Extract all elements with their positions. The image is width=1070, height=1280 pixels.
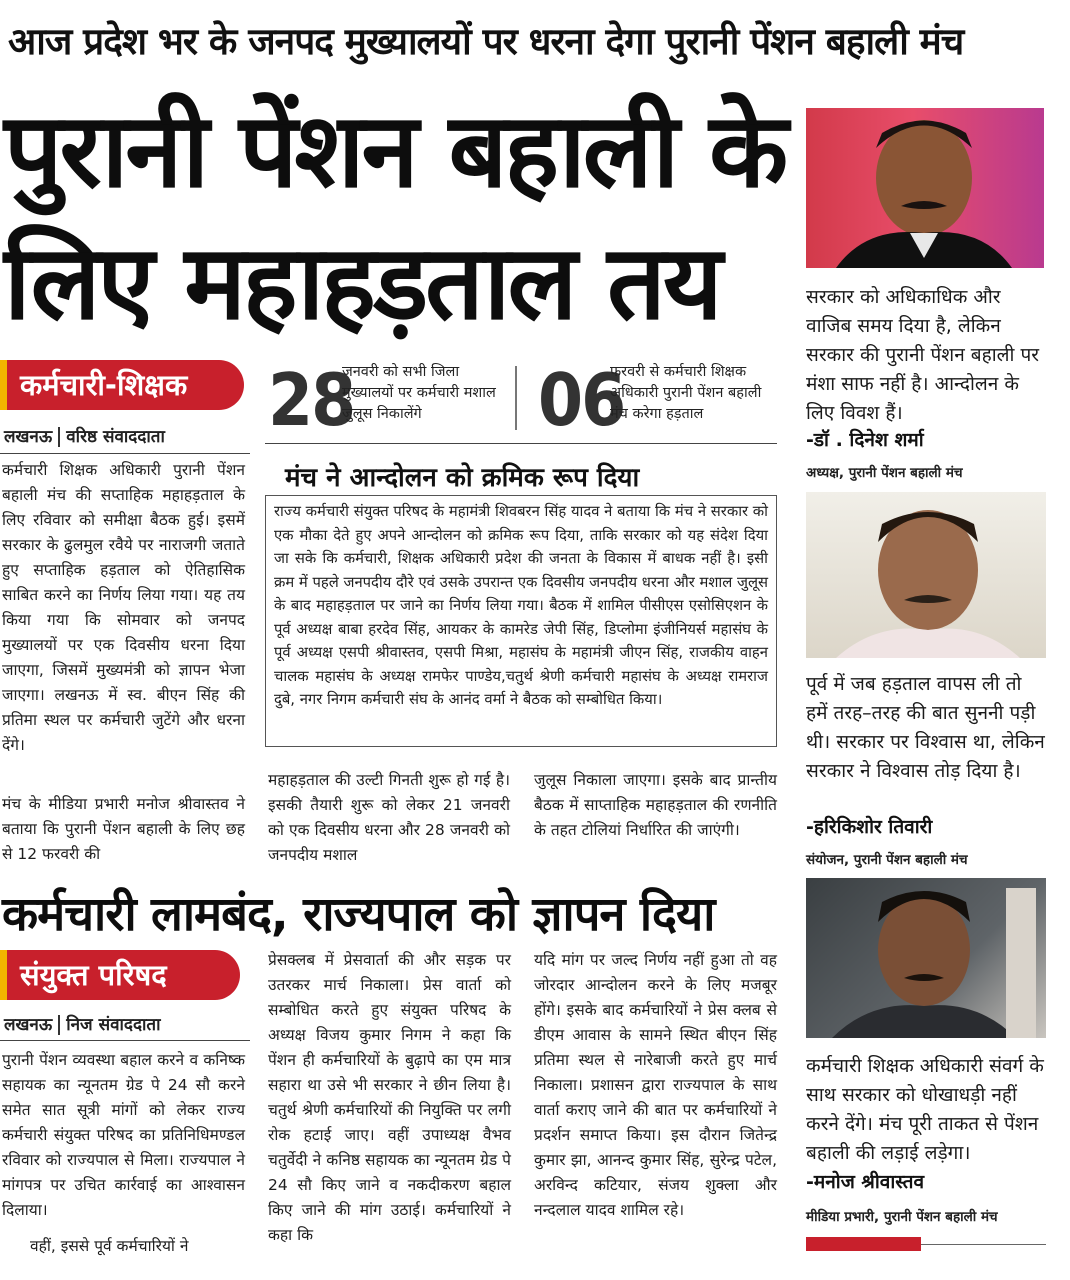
portrait-figure-3 (806, 878, 1046, 1038)
subheadline: मंच ने आन्दोलन को क्रमिक रूप दिया (285, 463, 640, 493)
section-tag-employee-teacher: कर्मचारी-शिक्षक (0, 360, 244, 410)
stat-number-28: 28 (268, 358, 355, 442)
portrait-photo-manoj-srivastava (806, 878, 1046, 1038)
article2-col1: पुरानी पेंशन व्यवस्था बहाल करने व कनिष्क सहायक का न्यूनतम ग्रेड पे 24 सौ करने समेत सात सूत्री मांगों को लेकर राज्य कर्मचारी संयुक्त परिषद का प्रतिनिधिमण्डल रविवार को राज्यपाल से मिला। राज्यपाल ने मांगपत्र पर उचित कार्रवाई का आश्वासन दिलाया। (2, 1051, 245, 1219)
highlight-box-text: राज्य कर्मचारी संयुक्त परिषद के महामंत्री शिवबरन सिंह यादव ने बताया कि मंच ने सरकार को एक मौका देते हुए अपने आन्दोलन को क्रमिक रूप दिया, ताकि सरकार को यह संदेश दिया जा सके कि कर्मचारी, शिक्षक अधिकारी प्रदेश की जनता के विकास में बाधक नहीं है। इसी क्रम में पहले जनपदीय दौरे एवं उसके उपरान्त एक दिवसीय जनपदीय धरना और मशाल जुलूस के बाद महाहड़ताल पर जाने का निर्णय लिया गया। बैठक में शामिल पीसीएस एसोसिएशन के पूर्व अध्यक्ष बाबा हरदेव सिंह, आयकर के कामरेड जेपी सिंह, डिप्लोमा इंजीनियर्स महासंघ के पूर्व अध्यक्ष एसपी श्रीवास्तव, एसपी मिश्रा, महासंघ के महामंत्री जीएन सिंह, राजकीय वाहन चालक महासंघ के अध्यक्ष रामफेर पाण्डेय,चतुर्थ श्रेणी कर्मचारी महासंघ के अध्यक्ष रामराज दुबे, नगर निगम कर्मचारी संघ के आनंद वर्मा ने बैठक को सम्बोधित किया। (274, 503, 769, 708)
byline (4, 424, 165, 447)
quote-text-1: सरकार को अधिकाधिक और वाजिब समय दिया है, लेकिन सरकार की पुरानी पेंशन बहाली पर मंशा साफ नहीं है। आन्दोलन के लिए विवश हैं। (806, 286, 1040, 424)
kicker-headline: आज प्रदेश भर के जनपद मुख्यालयों पर धरना देगा पुरानी पेंशन बहाली मंच (8, 20, 964, 63)
article2-col2: प्रेसक्लब में प्रेसवार्ता की और सड़क पर उतरकर मार्च निकाला। प्रेस वार्ता को सम्बोधित करते हुए संयुक्त परिषद के अध्यक्ष विजय कुमार निगम ने कहा कि पेंशन ही कर्मचारियों के बुढ़ापे का एम मात्र सहारा था उसे भी सरकार ने छीन लिया है। चतुर्थ श्रेणी कर्मचारियों की नियुक्ति पर लगी रोक हटाई जाए। वहीं उपाध्यक्ष वैभव चतुर्वेदी ने कनिष्ठ सहायक का न्यूनतम ग्रेड पे 24 सौ किए जाने व नकदीकरण बहाल किए जाने की मांग उठाई। कर्मचारियों ने कहा कि (268, 951, 511, 1244)
quote-role-3: मीडिया प्रभारी, पुरानी पेंशन बहाली मंच (806, 1209, 998, 1225)
stat-divider (515, 366, 517, 430)
quote-name-3: -मनोज श्रीवास्तव (806, 1171, 925, 1193)
byline-author-2: निज संवाददाता (66, 1015, 161, 1035)
byline-2 (4, 1012, 161, 1035)
article-left-column-cont: मंच के मीडिया प्रभारी मनोज श्रीवास्तव ने बताया कि पुरानी पेंशन बहाली के लिए छह से 12 फरवरी की (2, 795, 245, 863)
column-rule (0, 453, 250, 454)
portrait-photo-dinesh-sharma (806, 108, 1044, 268)
stat-number-06: 06 (538, 358, 625, 442)
quote-name-2: -हरिकिशोर तिवारी (806, 816, 933, 838)
accent-bar (806, 1237, 921, 1251)
article-mid-column: महाहड़ताल की उल्टी गिनती शुरू हो गई है। इसकी तैयारी शुरू को लेकर 21 जनवरी को एक दिवसीय धरना और 28 जनवरी को जनपदीय मशाल (268, 771, 510, 864)
quote-name-1: -डॉ . दिनेश शर्मा (806, 429, 924, 451)
portrait-figure-1 (806, 108, 1044, 268)
article2-col3: यदि मांग पर जल्द निर्णय नहीं हुआ तो वह जोरदार आन्दोलन करने के लिए मजबूर होंगे। इसके बाद कर्मचारियों ने प्रेस क्लब से डीएम आवास के सामने स्थित बीएन सिंह प्रतिमा स्थल से नारेबाजी करते हुए मार्च निकाला। प्रशासन द्वारा राज्यपाल के साथ वार्ता कराए जाने की बात पर कर्मचारियों ने प्रदर्शन समाप्त किया। इस दौरान जितेन्द्र कुमार झा, आनन्द कुमार सिंह, सुरेन्द्र पटेल, अरविन्द कटियार, संजय शुक्ला और नन्दलाल यादव शामिल रहे। (534, 951, 777, 1219)
byline-author: वरिष्ठ संवाददाता (66, 427, 165, 447)
byline-city-2: लखनऊ (4, 1015, 53, 1035)
column-rule-2 (0, 1040, 250, 1041)
main-headline-line2: लिए महाहड़ताल तय (4, 223, 720, 343)
portrait-figure-2 (806, 492, 1046, 658)
portrait-photo-harikishor-tiwari (806, 492, 1046, 658)
article2-col1-cont: वहीं, इससे पूर्व कर्मचारियों ने (30, 1237, 189, 1255)
quote-role-2: संयोजन, पुरानी पेंशन बहाली मंच (806, 852, 968, 868)
section-tag-joint-council: संयुक्त परिषद (0, 950, 240, 1000)
quote-text-3: कर्मचारी शिक्षक अधिकारी संवर्ग के साथ सरकार को धोखाधड़ी नहीं करने देंगे। मंच पूरी ताकत से पेंशन बहाली की लड़ाई लड़ेगा। (806, 1055, 1044, 1164)
accent-rule (921, 1244, 1046, 1245)
byline-city: लखनऊ (4, 427, 53, 447)
byline-separator-2 (58, 1015, 60, 1035)
second-headline: कर्मचारी लामबंद, राज्यपाल को ज्ञापन दिया (2, 887, 715, 942)
highlight-box (265, 495, 777, 747)
stat-text-06: फरवरी से कर्मचारी शिक्षक अधिकारी पुरानी पेंशन बहाली मंच करेगा हड़ताल (610, 364, 762, 422)
main-headline-line1: पुरानी पेंशन बहाली के (4, 91, 786, 211)
stats-rule (265, 443, 777, 444)
quote-text-2: पूर्व में जब हड़ताल वापस ली तो हमें तरह–तरह की बात सुननी पड़ी थी। सरकार पर विश्वास था, लेकिन सरकार ने विश्वास तोड़ दिया है। (806, 673, 1045, 782)
article-right-column: जुलूस निकाला जाएगा। इसके बाद प्रान्तीय बैठक में साप्ताहिक महाहड़ताल की रणनीति के तहत टोलियां निर्धारित की जाएंगी। (534, 771, 777, 839)
article-left-column: कर्मचारी शिक्षक अधिकारी पुरानी पेंशन बहाली मंच की सप्ताहिक महाहड़ताल के लिए रविवार को समीक्षा बैठक हुई। इसमें सरकार के ढुलमुल रवैये पर नाराजगी जताते हुए सप्ताहिक हड़ताल को ऐतिहासिक साबित करने का निर्णय लिया गया। यह तय किया गया कि सोमवार को जनपद मुख्यालयों पर एक दिवसीय धरना दिया जाएगा, जिसमें मुख्यमंत्री को ज्ञापन भेजा जाएगा। लखनऊ में स्व. बीएन सिंह की प्रतिमा स्थल पर कर्मचारी जुटेंगे और धरना देंगे। (2, 461, 245, 754)
quote-role-1: अध्यक्ष, पुरानी पेंशन बहाली मंच (806, 465, 963, 481)
stat-text-28: जनवरी को सभी जिला मुख्यालयों पर कर्मचारी मशाल जुलूस निकालेंगे (342, 364, 496, 422)
byline-separator (58, 427, 60, 447)
